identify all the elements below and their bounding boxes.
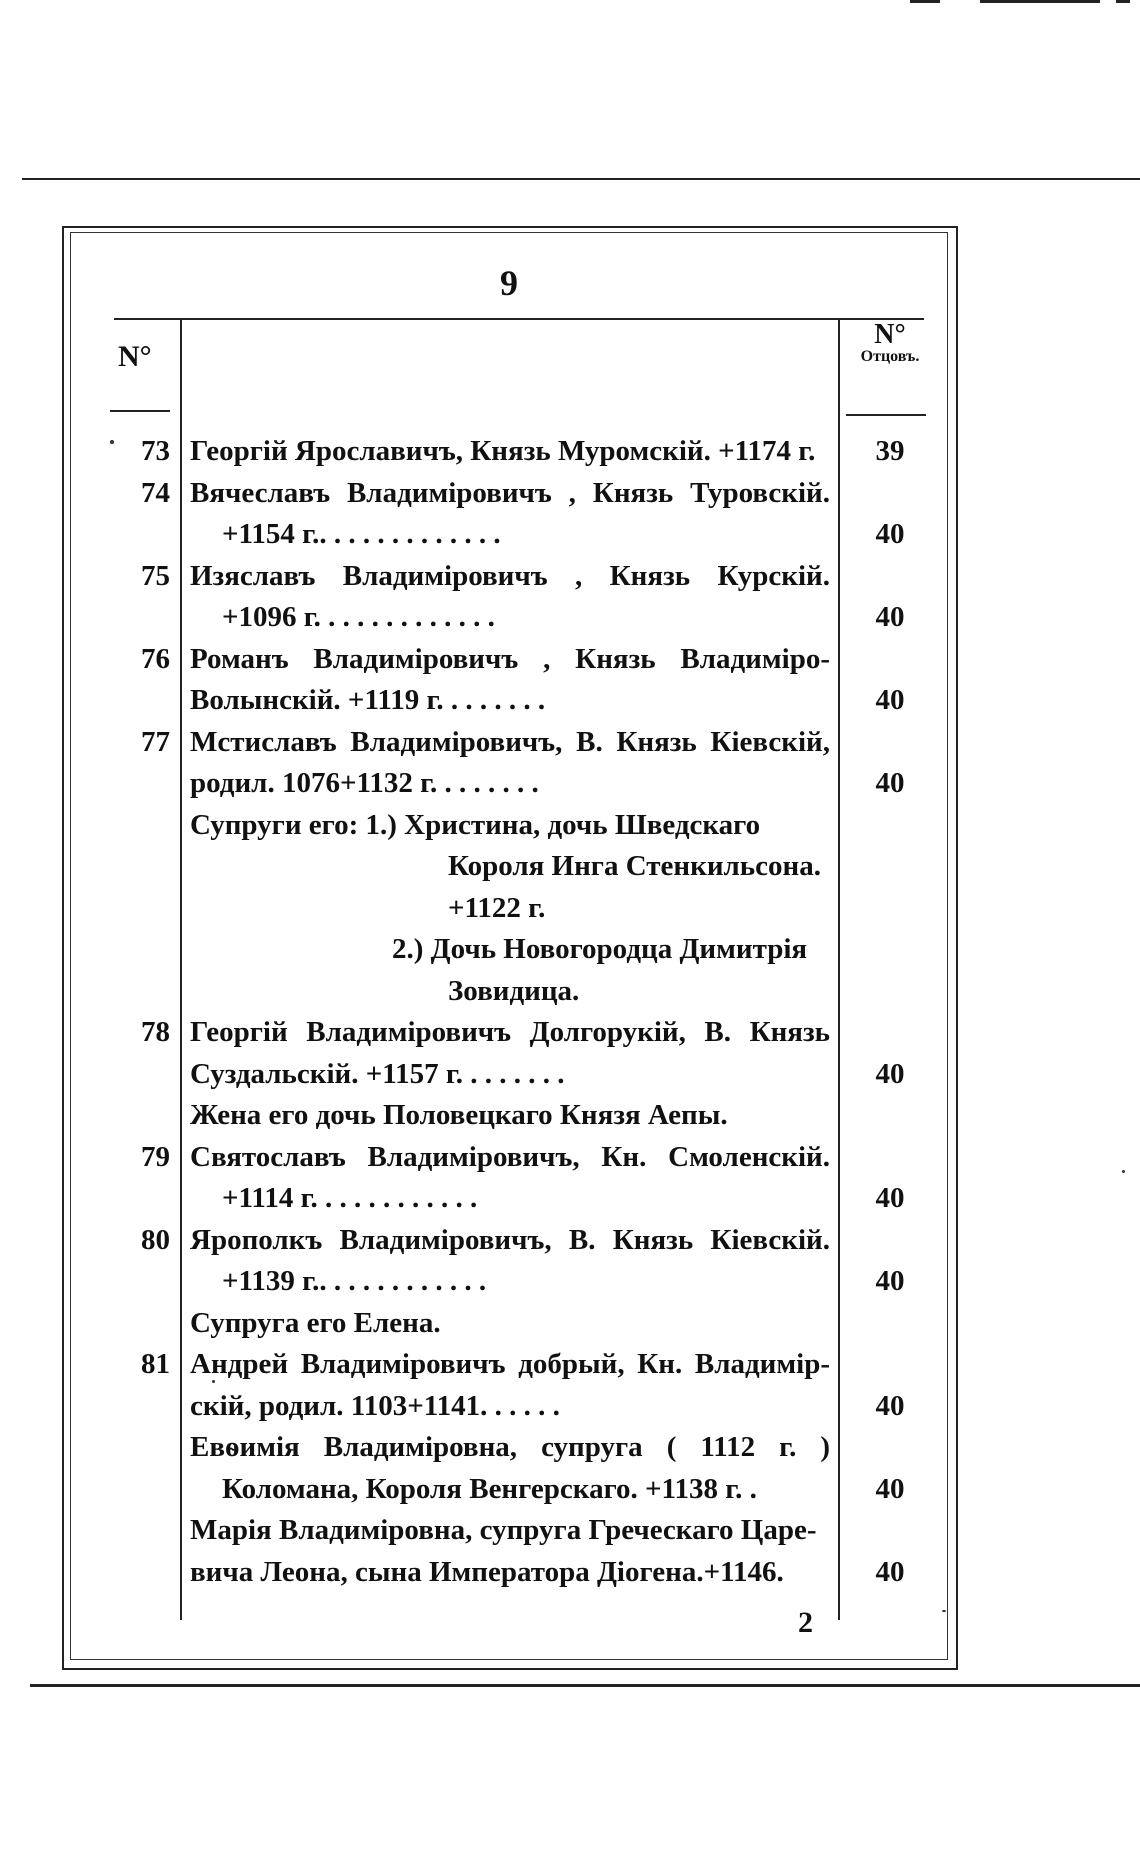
entry-number: 75	[141, 559, 170, 592]
entry-text: Романъ Владиміровичъ , Князь Владиміро-	[190, 642, 830, 675]
father-number: 40	[875, 1555, 905, 1588]
entry-text: Жена его дочь Половецкаго Князя Аепы.	[190, 1099, 728, 1131]
entry-text: Марія Владиміровна, супруга Греческаго Царе-	[190, 1514, 817, 1546]
entry-number: 73	[141, 435, 170, 467]
sheet-signature: 2	[798, 1606, 813, 1639]
column-header-number: N°	[118, 340, 152, 373]
entry-text: Волынскій. +1119 г. . . . . . . .	[190, 684, 546, 716]
print-speck	[1122, 1170, 1125, 1173]
entry-number: 80	[141, 1223, 170, 1256]
print-speck	[942, 1610, 946, 1612]
father-number: 40	[875, 767, 905, 799]
column-divider-left	[180, 320, 182, 1620]
header-underline-number	[110, 410, 170, 412]
father-number: 40	[875, 1057, 905, 1090]
father-number: 40	[875, 1389, 905, 1422]
entry-text: Мстиславъ Владиміровичъ, В. Князь Кіевскій,	[190, 725, 830, 758]
entry-text: Супруга его Елена.	[190, 1306, 441, 1339]
entry-text: +1096 г. . . . . . . . . . . . .	[222, 601, 495, 633]
entry-text: Изяславъ Владиміровичъ , Князь Курскій.	[190, 559, 830, 592]
entry-text: Вячеславъ Владиміровичъ , Князь Туровскій.	[190, 476, 830, 509]
entry-number: 76	[141, 642, 170, 675]
father-number: 39	[875, 435, 905, 467]
father-number: 40	[875, 1182, 905, 1214]
entry-text: родил. 1076+1132 г. . . . . . . .	[190, 767, 539, 799]
entry-number: 81	[141, 1348, 170, 1380]
top-edge-marks	[880, 0, 1140, 4]
entry-text: +1114 г. . . . . . . . . . . .	[222, 1182, 478, 1214]
entry-text: Коломана, Короля Венгерскаго. +1138 г. .	[222, 1472, 757, 1505]
entry-text: +1122 г.	[448, 891, 546, 924]
column-header-fathers	[850, 320, 930, 366]
entry-number: 78	[141, 1016, 170, 1048]
father-number: 40	[875, 684, 905, 716]
father-number: 40	[875, 601, 905, 633]
entry-text: Супруги его: 1.) Христина, дочь Шведскаго	[190, 808, 761, 841]
entry-text: +1154 г.. . . . . . . . . . . . .	[222, 518, 501, 550]
entry-text: скій, родил. 1103+1141. . . . . .	[190, 1389, 560, 1422]
entry-text: Георгій Ярославичъ, Князь Муромскій. +1174 г.	[190, 435, 816, 467]
entry-text: Суздальскій. +1157 г. . . . . . . .	[190, 1057, 565, 1090]
entry-text: Андрей Владиміровичъ добрый, Кн. Владимір-	[190, 1348, 830, 1380]
entry-text: +1139 г.. . . . . . . . . . . .	[222, 1265, 487, 1297]
entry-text: Георгій Владиміровичъ Долгорукій, В. Князь	[190, 1016, 830, 1048]
entry-number: 74	[141, 476, 170, 509]
entry-number: 79	[141, 1140, 170, 1173]
fathers-number-label: N°	[874, 319, 906, 350]
fathers-label: Отцовъ.	[860, 348, 920, 366]
entry-text: Ярополкъ Владиміровичъ, В. Князь Кіевскій.	[190, 1223, 830, 1256]
entry-text: 2.) Дочь Новогородца Димитрія	[392, 933, 808, 965]
entry-text: Зовидица.	[448, 974, 580, 1007]
print-speck	[110, 440, 114, 444]
father-number: 40	[875, 518, 905, 550]
top-rule	[22, 178, 1140, 180]
print-speck	[212, 1380, 215, 1383]
entry-text: вича Леона, сына Императора Діогена.+1146.	[190, 1555, 784, 1588]
header-underline-fathers	[846, 414, 926, 416]
bottom-rule	[30, 1684, 1140, 1687]
entry-text: Святославъ Владиміровичъ, Кн. Смоленскій.	[190, 1140, 830, 1173]
entry-text: Короля Инга Стенкильсона.	[448, 850, 821, 882]
header-rule	[114, 318, 924, 320]
entry-text: Евѳимія Владиміровна, супруга ( 1112 г. )	[190, 1431, 830, 1463]
entry-number: 77	[141, 725, 170, 758]
page-number: 9	[500, 263, 518, 303]
father-number: 40	[875, 1472, 905, 1505]
father-number: 40	[875, 1265, 905, 1297]
